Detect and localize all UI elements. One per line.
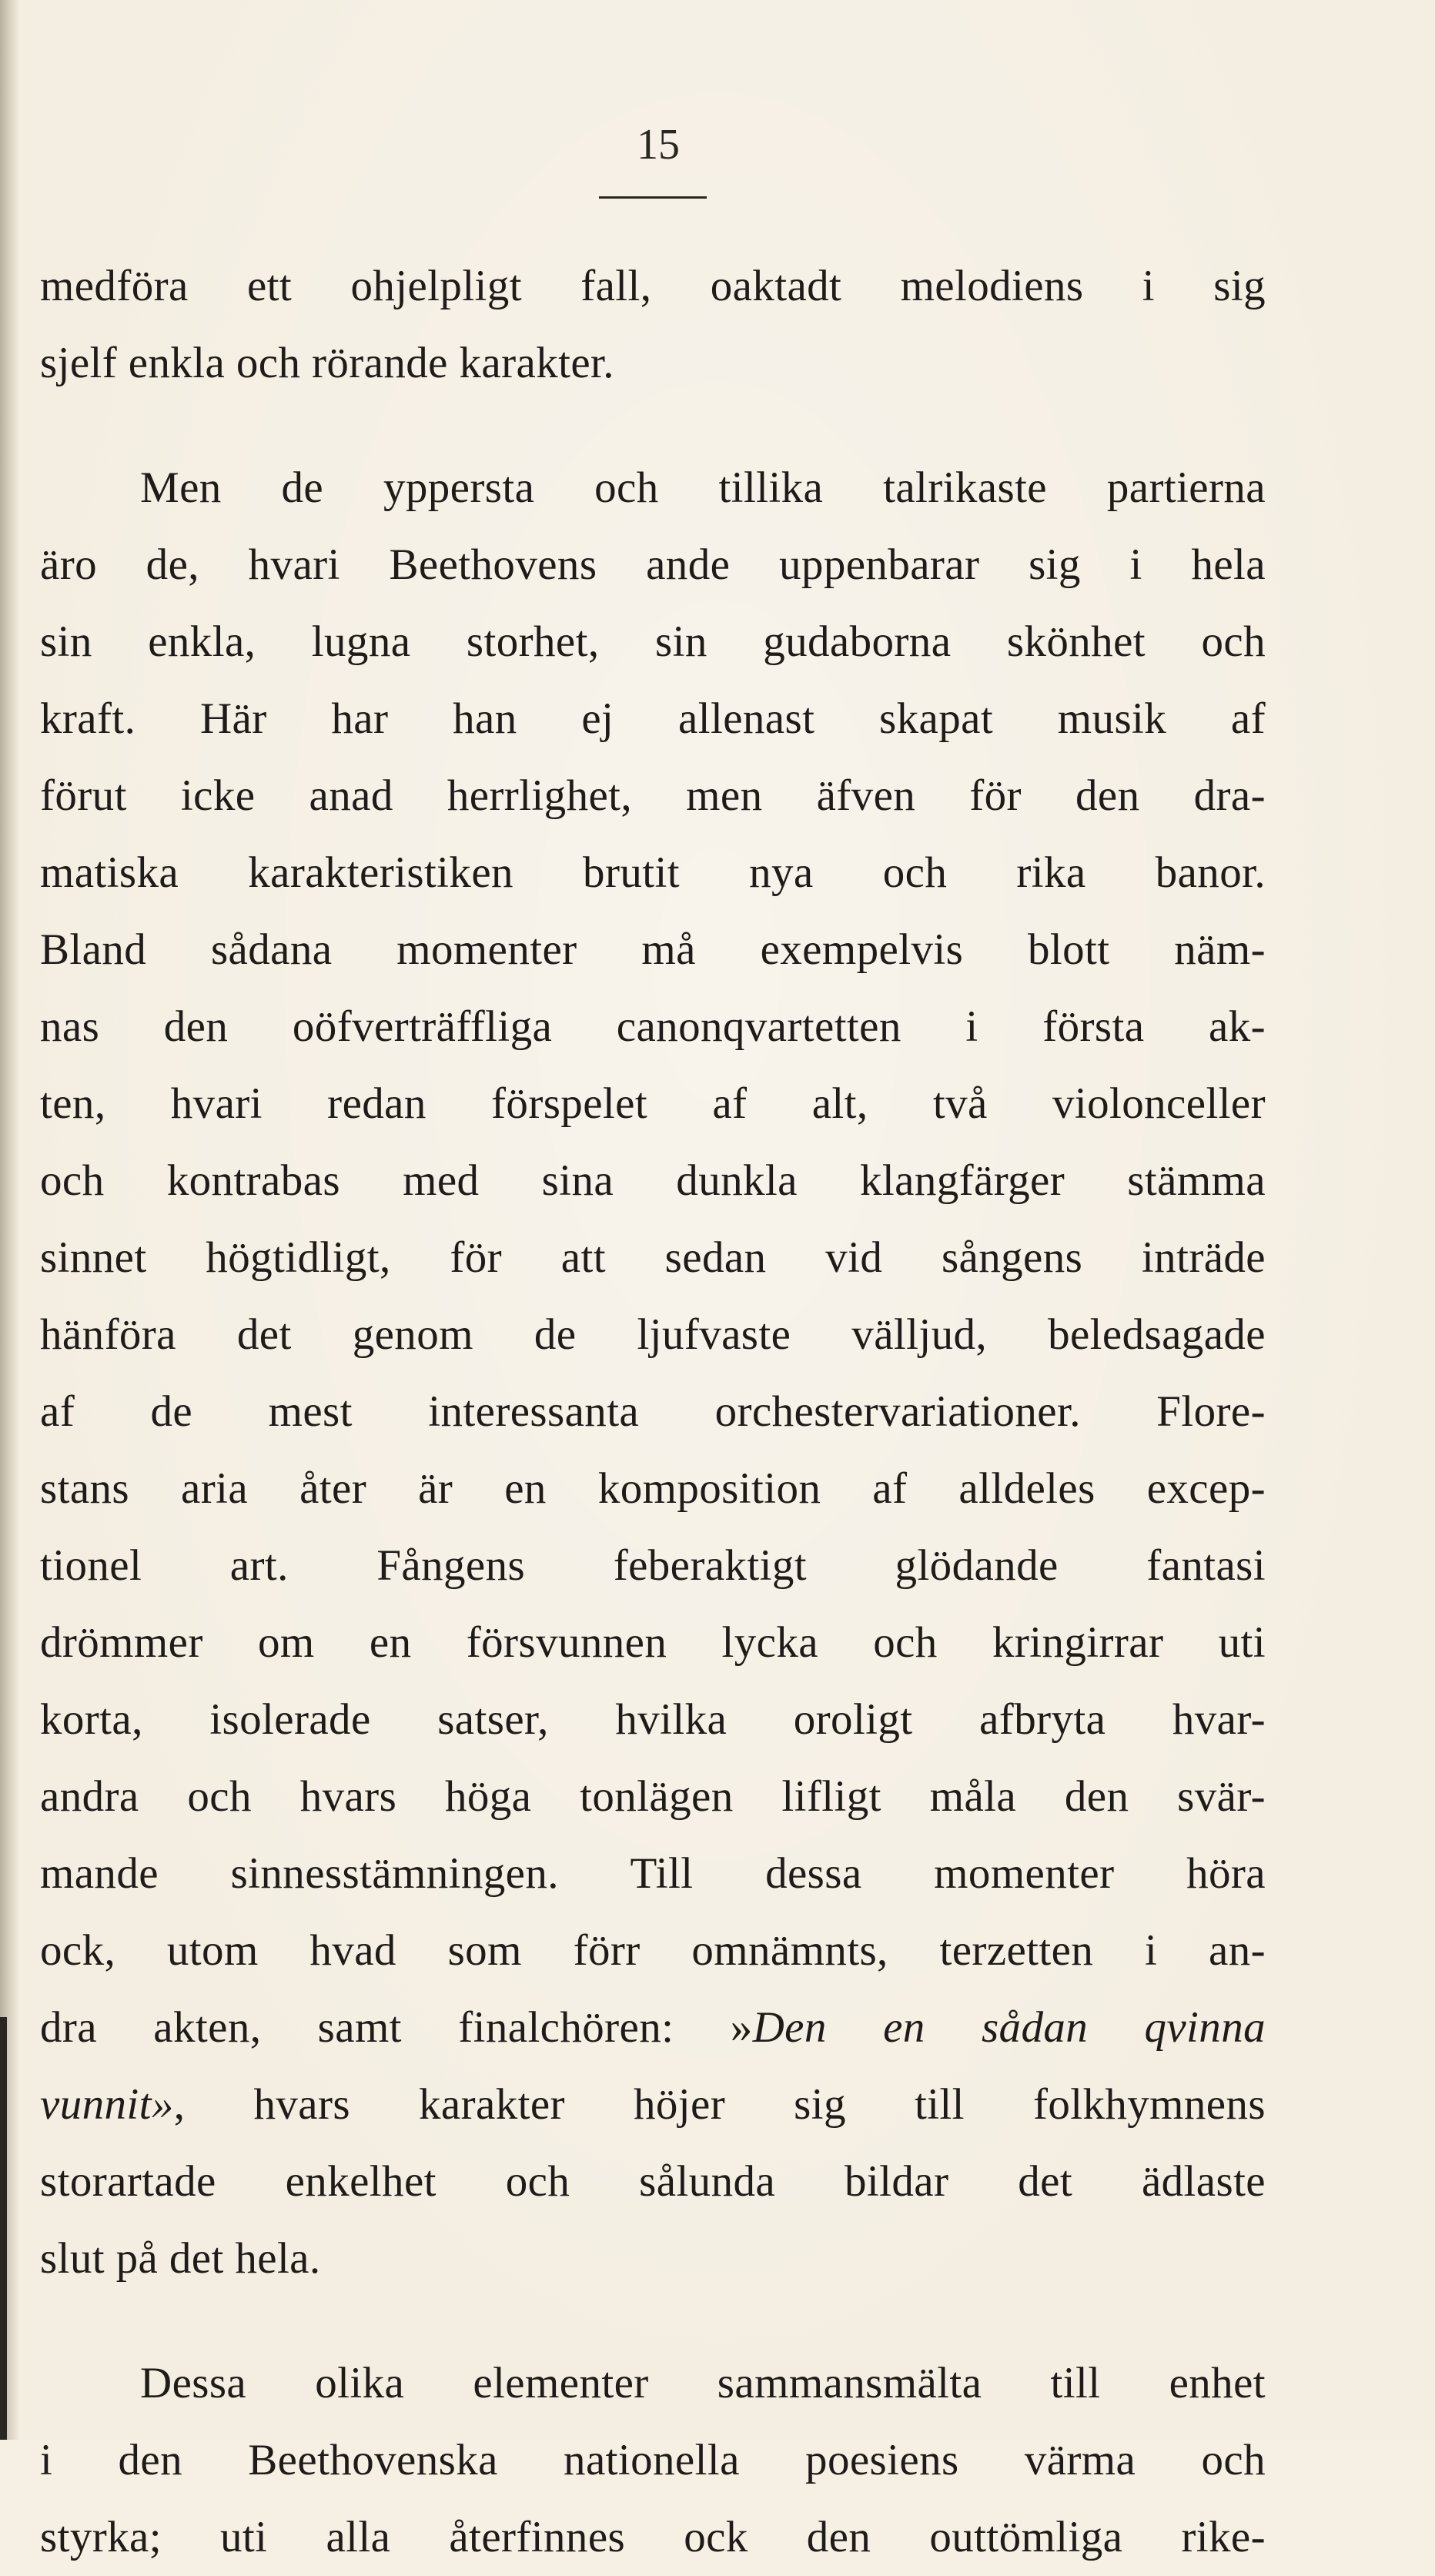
text-line: Men de yppersta och tillika talrikaste partierna (140, 463, 1266, 512)
text-line: nas den oöfverträffliga canonqvartetten i första ak- (40, 1002, 1266, 1051)
text-line: medföra ett ohjelpligt fall, oaktadt melodiens i sig (40, 262, 1266, 310)
text-line: mande sinnesstämningen. Till dessa momenter höra (40, 1849, 1266, 1898)
text-line: stans aria åter är en komposition af alldeles excep- (40, 1464, 1266, 1513)
text-line: äro de, hvari Beethovens ande uppenbarar sig i hela (40, 540, 1266, 589)
text-line: ten, hvari redan förspelet af alt, två violonceller (40, 1079, 1266, 1128)
italic-quote: Den en sådan qvinna (752, 2003, 1266, 2052)
text-line: af de mest interessanta orchestervariationer. Flore- (40, 1387, 1266, 1436)
text-line: Bland sådana momenter må exempelvis blott näm- (40, 925, 1266, 974)
text-line (40, 2066, 1266, 2143)
text-line: sjelf enkla och rörande karakter. (40, 339, 614, 387)
text-line: andra och hvars höga tonlägen lifligt måla den svär- (40, 1772, 1266, 1821)
text-line: korta, isolerade satser, hvilka oroligt afbryta hvar- (40, 1695, 1266, 1744)
text-line: hänföra det genom de ljufvaste välljud, beledsagade (40, 1310, 1266, 1359)
text-line: slut på det hela. (40, 2234, 321, 2283)
text-line: sinnet högtidligt, för att sedan vid sångens inträde (40, 1233, 1266, 1282)
paragraph-3 (40, 2345, 1266, 2576)
text-line: och kontrabas med sina dunkla klangfärger stämma (40, 1156, 1266, 1205)
page-number: 15 (637, 121, 680, 169)
text-line: Dessa olika elementer sammansmälta till enhet (140, 2359, 1266, 2407)
text-line: matiska karakteristiken brutit nya och rika banor. (40, 848, 1266, 897)
text-line: kraft. Här har han ej allenast skapat musik af (40, 694, 1266, 743)
paragraph-gap (40, 2297, 1266, 2345)
page-number-rule (599, 196, 707, 199)
binding-shadow (0, 2017, 7, 2440)
text-run: , hvars karakter höjer sig till folkhymnens (173, 2080, 1266, 2129)
body-text (40, 248, 1266, 2576)
paragraph-2 (40, 450, 1266, 2297)
text-line: styrka; uti alla återfinnes ock den outtömliga rike- (40, 2513, 1266, 2561)
text-line (40, 1989, 1266, 2066)
text-line: i den Beethovenska nationella poesiens värma och (40, 2436, 1266, 2484)
text-line: tionel art. Fångens feberaktigt glödande fantasi (40, 1541, 1266, 1590)
text-line: ock, utom hvad som förr omnämnts, terzetten i an- (40, 1926, 1266, 1975)
italic-quote: vunnit» (40, 2080, 174, 2129)
text-line: sin enkla, lugna storhet, sin gudaborna skönhet och (40, 617, 1266, 666)
text-line: storartade enkelhet och sålunda bildar det ädlaste (40, 2157, 1266, 2206)
text-line: drömmer om en försvunnen lycka och kringirrar uti (40, 1618, 1266, 1667)
paragraph-1 (40, 248, 1266, 402)
text-run: dra akten, samt finalchören: » (40, 2003, 753, 2052)
text-line: förut icke anad herrlighet, men äfven för den dra- (40, 771, 1266, 820)
paragraph-gap (40, 402, 1266, 450)
